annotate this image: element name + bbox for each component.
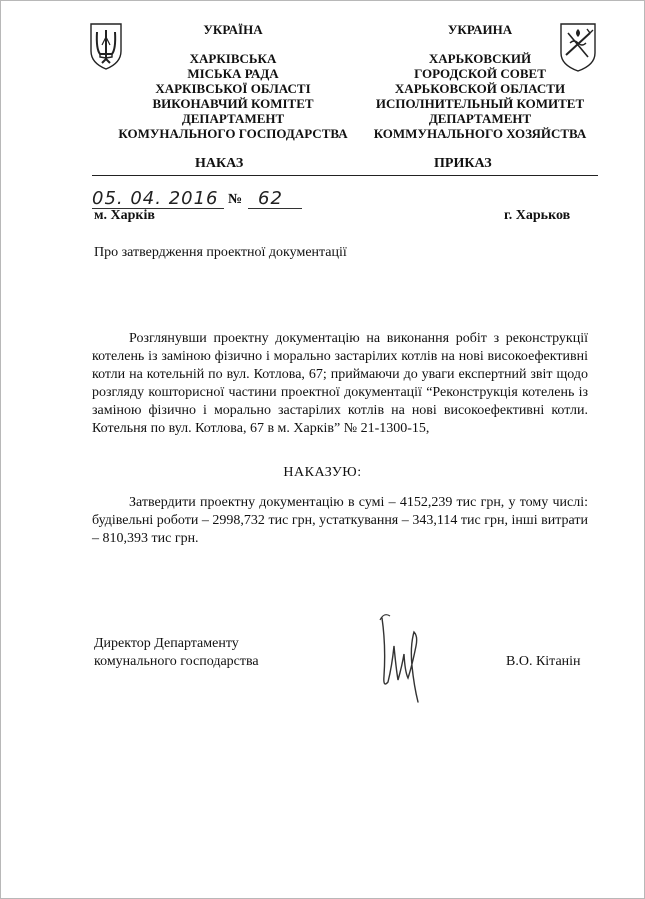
org-line: ХАРКІВСЬКА — [189, 51, 277, 66]
signatory-title-line: Директор Департаменту — [94, 636, 239, 651]
handwritten-number: 62 — [258, 188, 283, 209]
number-underline — [248, 208, 302, 209]
preamble-paragraph: Розглянувши проектну документацію на виконання робіт з реконструкції котелень із заміною фізично і морально застарілих котлів на нові високоефективні котли на котельній по вул. Котлова, 67; приймаючи до уваги експертний звіт щодо розгляду кошторисної частини проектної документації “Реконструкція котелень із заміною фізично і морально застарілих котлів на нові високоефективні котли. Котельня по вул. Котлова, 67 в м. Харків” № 21-1300-15, — [92, 331, 588, 436]
org-line: ВИКОНАВЧИЙ КОМІТЕТ — [152, 96, 314, 111]
org-line: ХАРЬКОВСКОЙ ОБЛАСТИ — [394, 81, 566, 96]
document-subject: Про затвердження проектної документації — [94, 245, 347, 260]
header-left — [118, 22, 348, 141]
country-ru: УКРАИНА — [447, 22, 513, 37]
header-rule — [92, 175, 598, 176]
org-line: ХАРЬКОВСКИЙ — [428, 51, 532, 66]
header-right — [370, 22, 590, 141]
org-line: ХАРКІВСЬКОЇ ОБЛАСТІ — [155, 81, 311, 96]
city-ru: г. Харьков — [504, 208, 571, 223]
org-line: МІСЬКА РАДА — [187, 66, 279, 81]
order-paragraph: Затвердити проектну документацію в сумі – 4152,239 тис грн, у тому числі: будівельні роботи – 2998,732 тис грн, устаткування – 343,114 тис грн, інші витрати – 810,393 тис грн. — [92, 495, 588, 546]
signatory-name: В.О. Кітанін — [506, 654, 581, 669]
org-line: ИСПОЛНИТЕЛЬНЫЙ КОМИТЕТ — [375, 96, 585, 111]
doc-type-ru: ПРИКАЗ — [434, 156, 492, 171]
signatory-title — [94, 635, 334, 671]
order-heading: НАКАЗУЮ: — [283, 465, 362, 480]
handwritten-date: 05. 04. 2016 — [92, 188, 219, 209]
number-sign: № — [228, 192, 243, 207]
country-ua: УКРАЇНА — [203, 22, 263, 37]
city-ua: м. Харків — [94, 208, 155, 223]
signatory-title-line: комунального господарства — [94, 654, 259, 669]
org-line: ДЕПАРТАМЕНТ — [181, 111, 285, 126]
org-line: КОМУНАЛЬНОГО ГОСПОДАРСТВА — [118, 126, 348, 141]
org-line: ГОРОДСКОЙ СОВЕТ — [414, 66, 546, 81]
handwritten-signature — [372, 606, 432, 706]
doc-type-ua: НАКАЗ — [195, 156, 244, 171]
org-line: ДЕПАРТАМЕНТ — [428, 111, 532, 126]
org-line: КОММУНАЛЬНОГО ХОЗЯЙСТВА — [373, 126, 587, 141]
